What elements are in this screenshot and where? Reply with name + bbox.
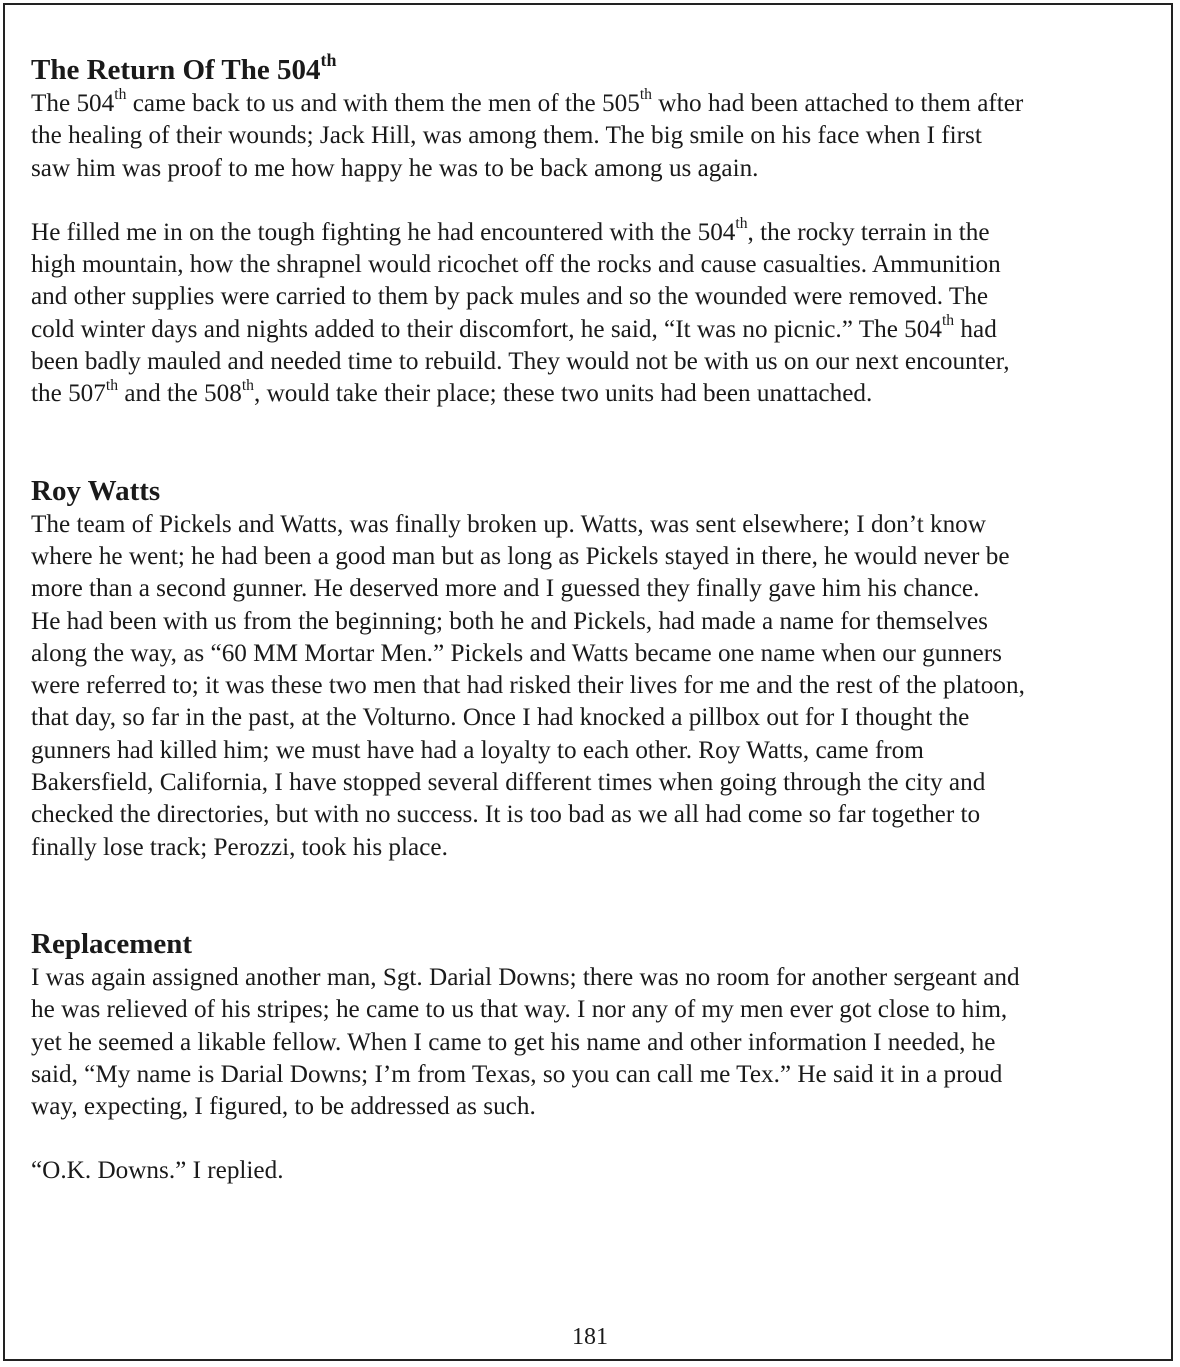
- paragraph: [31, 509, 1159, 864]
- text-line: [31, 378, 1159, 410]
- text-line: [31, 249, 1159, 281]
- text-line: [31, 120, 1159, 152]
- text-fragment: I was again assigned another man, Sgt. Darial Downs; there was no room for another sergeant and: [31, 963, 1020, 991]
- text-line: [31, 638, 1159, 670]
- text-fragment: checked the directories, but with no success. It is too bad as we all had come so far together to: [31, 801, 981, 829]
- text-fragment: yet he seemed a likable fellow. When I came to get his name and other information I needed, he: [31, 1028, 996, 1056]
- text-line: [31, 832, 1159, 864]
- ordinal-superscript: th: [735, 215, 748, 233]
- section-title: [31, 926, 1159, 962]
- ordinal-superscript: th: [241, 376, 254, 394]
- text-line: [31, 670, 1159, 702]
- text-fragment: saw him was proof to me how happy he was to be back among us again.: [31, 154, 759, 182]
- text-line: [31, 217, 1159, 249]
- text-line: [31, 88, 1159, 120]
- text-fragment: came back to us and with them the men of the 505: [126, 90, 640, 117]
- text-fragment: been badly mauled and needed time to rebuild. They would not be with us on our next encounter,: [31, 348, 1010, 376]
- text-fragment: He had been with us from the beginning; both he and Pickels, had made a name for themselves: [31, 607, 988, 635]
- page-number: 181: [572, 1324, 608, 1350]
- text-line: [31, 541, 1159, 573]
- section-2: [31, 926, 1159, 1188]
- ordinal-superscript: th: [941, 312, 955, 330]
- text-line: [31, 702, 1159, 734]
- text-line: [31, 573, 1159, 605]
- section-spacer: [31, 411, 1159, 473]
- text-fragment: He filled me in on the tough fighting he had encountered with the 504: [31, 218, 736, 246]
- text-fragment: gunners had killed him; we must have had a loyalty to each other. Roy Watts, came from: [31, 736, 924, 764]
- text-fragment: and the 508: [118, 380, 242, 408]
- text-fragment: who had been attached to them after: [651, 90, 1024, 117]
- text-fragment: finally lose track; Perozzi, took his place.: [31, 833, 448, 861]
- paragraph: [31, 88, 1159, 185]
- section-spacer: [31, 864, 1159, 926]
- paragraph: [31, 217, 1159, 411]
- text-fragment: that day, so far in the past, at the Volturno. Once I had knocked a pillbox out for I thought the: [31, 704, 970, 732]
- text-fragment: high mountain, how the shrapnel would ricochet off the rocks and cause casualties. Ammunition: [31, 251, 1001, 279]
- text-fragment: way, expecting, I figured, to be addressed as such.: [31, 1093, 536, 1121]
- section-title-text: Roy Watts: [31, 474, 161, 507]
- ordinal-superscript: th: [114, 86, 127, 104]
- text-line: [31, 799, 1159, 831]
- text-line: [31, 962, 1159, 994]
- text-fragment: said, “My name is Darial Downs; I’m from Texas, so you can call me Tex.” He said it in a proud: [31, 1060, 1003, 1088]
- text-line: [31, 281, 1159, 313]
- paragraph: [31, 1155, 1159, 1187]
- text-fragment: cold winter days and nights added to their discomfort, he said, “It was no picnic.” The 504: [31, 315, 942, 343]
- paragraph: [31, 962, 1159, 1123]
- section-title-text: The Return Of The 504: [31, 54, 321, 86]
- text-line: [31, 1059, 1159, 1091]
- text-fragment: the healing of their wounds; Jack Hill, was among them. The big smile on his face when I first: [31, 122, 982, 150]
- document-body: [31, 49, 1159, 1188]
- section-0: [31, 49, 1159, 411]
- text-fragment: , would take their place; these two units had been unattached.: [253, 380, 873, 408]
- paragraph-spacer: [31, 1123, 1159, 1155]
- text-line: [31, 509, 1159, 541]
- text-line: [31, 767, 1159, 799]
- text-fragment: he was relieved of his stripes; he came to us that way. I nor any of my men ever got close to him,: [31, 996, 1008, 1024]
- section-title-text: Replacement: [31, 927, 193, 960]
- text-line: [31, 1155, 1159, 1187]
- text-fragment: where he went; he had been a good man but as long as Pickels stayed in there, he would never be: [31, 542, 1010, 570]
- section-title-superscript: th: [320, 49, 337, 70]
- text-fragment: more than a second gunner. He deserved more and I guessed they finally gave him his chance.: [31, 575, 980, 603]
- text-fragment: the 507: [31, 380, 106, 408]
- text-fragment: along the way, as “60 MM Mortar Men.” Pickels and Watts became one name when our gunners: [31, 639, 1002, 667]
- section-1: [31, 473, 1159, 864]
- text-fragment: and other supplies were carried to them by pack mules and so the wounded were removed. The: [31, 283, 989, 311]
- text-line: [31, 994, 1159, 1026]
- text-fragment: Bakersfield, California, I have stopped several different times when going through the city and: [31, 769, 986, 797]
- text-fragment: The team of Pickels and Watts, was finally broken up. Watts, was sent elsewhere; I don’t know: [31, 510, 986, 538]
- text-line: [31, 153, 1159, 185]
- section-title: [31, 49, 1159, 88]
- text-line: [31, 346, 1159, 378]
- text-line: [31, 314, 1159, 346]
- text-fragment: were referred to; it was these two men that had risked their lives for me and the rest of the platoon,: [31, 672, 1025, 700]
- text-line: [31, 1027, 1159, 1059]
- text-line: [31, 606, 1159, 638]
- section-title: [31, 473, 1159, 509]
- text-fragment: “O.K. Downs.” I replied.: [31, 1157, 284, 1185]
- text-fragment: had: [954, 315, 997, 343]
- text-line: [31, 735, 1159, 767]
- ordinal-superscript: th: [639, 86, 652, 104]
- paragraph-spacer: [31, 185, 1159, 217]
- text-line: [31, 1091, 1159, 1123]
- ordinal-superscript: th: [105, 376, 119, 394]
- text-fragment: , the rocky terrain in the: [747, 218, 990, 246]
- text-fragment: The 504: [31, 90, 115, 117]
